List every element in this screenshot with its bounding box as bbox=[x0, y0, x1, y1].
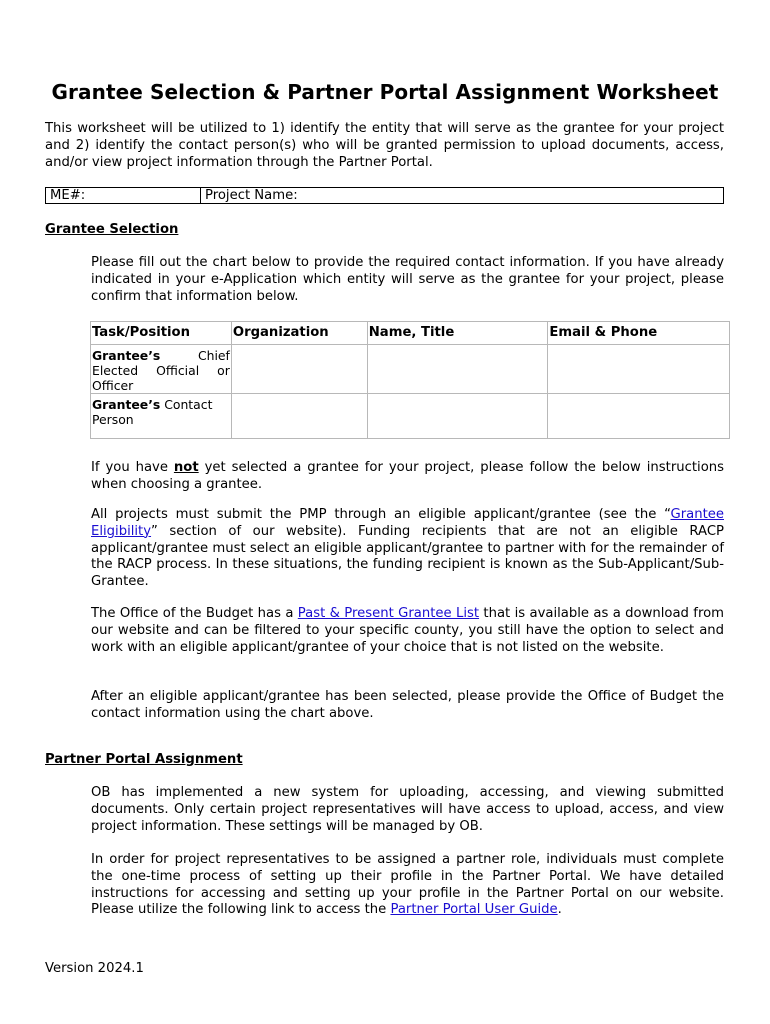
project-name-field[interactable] bbox=[201, 188, 723, 203]
column-header: Name, Title bbox=[367, 322, 548, 345]
table-row bbox=[91, 394, 730, 439]
grantee-list-link[interactable]: Past & Present Grantee List bbox=[297, 606, 480, 621]
grantee-list-paragraph bbox=[91, 606, 724, 656]
organization-cell[interactable] bbox=[231, 345, 367, 394]
text-segment: ” section of our website). Funding recipients that are not an eligible RACP applicant/grantee must select an eligible applicant/grantee to partner with for the remainder of the RACP process. In these situations, the funding recipient is known as the Sub-Applicant/Sub-Grantee. bbox=[91, 523, 724, 590]
column-header: Organization bbox=[231, 322, 367, 345]
contact-table bbox=[90, 321, 730, 439]
task-cell bbox=[91, 345, 232, 394]
grantee-eligibility-link[interactable]: Grantee Eligibility bbox=[91, 507, 724, 539]
name-title-cell[interactable] bbox=[367, 394, 548, 439]
email-phone-cell[interactable] bbox=[548, 394, 730, 439]
text-segment: yet selected a grantee for your project, please follow the below instructions when choosing a grantee. bbox=[91, 460, 724, 492]
table-row bbox=[91, 345, 730, 394]
version-footer: Version 2024.1 bbox=[45, 961, 144, 976]
text-segment: The Office of the Budget has a bbox=[91, 606, 298, 621]
task-cell bbox=[91, 394, 232, 439]
after-selection-paragraph: After an eligible applicant/grantee has been selected, please provide the Office of Budget the contact information using the chart above. bbox=[91, 689, 724, 721]
portal-system-paragraph: OB has implemented a new system for uploading, accessing, and viewing submitted documents. Only certain project representatives will have access to upload, access, and view project information. These settings will be managed by OB. bbox=[91, 785, 724, 834]
text-segment: . bbox=[557, 902, 562, 918]
partner-portal-heading: Partner Portal Assignment bbox=[45, 752, 243, 767]
task-text: Chief Elected Official or Officer bbox=[92, 348, 230, 393]
not-selected-paragraph bbox=[91, 460, 724, 494]
email-phone-cell[interactable] bbox=[548, 345, 730, 394]
project-name-label: Project Name: bbox=[205, 188, 298, 203]
grantee-instructions: Please fill out the chart below to provide the required contact information. If you have already indicated in your e-Application which entity will serve as the grantee for your project, please confirm that information below. bbox=[91, 255, 724, 304]
column-header: Task/Position bbox=[91, 322, 232, 345]
text-segment: In order for project representatives to be assigned a partner role, individuals must complete the one-time process of setting up their profile in the Partner Portal. We have detailed instructions for accessing and setting up your profile in the Partner Portal on our website. Please utilize the following link to access the bbox=[91, 852, 724, 918]
me-number-label: ME#: bbox=[50, 188, 86, 203]
pmp-paragraph bbox=[91, 507, 724, 591]
portal-profile-paragraph bbox=[91, 852, 724, 919]
task-text: Contact Person bbox=[92, 397, 213, 427]
emphasis-not: not bbox=[173, 460, 199, 475]
text-segment: All projects must submit the PMP through an eligible applicant/grantee (see the “ bbox=[91, 507, 671, 522]
id-row-table bbox=[45, 187, 724, 204]
intro-paragraph: This worksheet will be utilized to 1) identify the entity that will serve as the grantee for your project and 2) identify the contact person(s) who will be granted permission to upload documents, access, and/or view project information through the Partner Portal. bbox=[45, 121, 724, 170]
partner-portal-guide-link[interactable]: Partner Portal User Guide bbox=[390, 902, 558, 918]
page-title: Grantee Selection & Partner Portal Assignment Worksheet bbox=[51, 80, 719, 104]
text-segment: that is available as a download from our website and can be filtered to your specific county, you still have the option to select and work with an eligible applicant/grantee of your choice that is not listed on the website. bbox=[91, 606, 724, 655]
organization-cell[interactable] bbox=[231, 394, 367, 439]
me-number-field[interactable] bbox=[46, 188, 201, 203]
task-bold: Grantee’s bbox=[92, 348, 161, 363]
name-title-cell[interactable] bbox=[367, 345, 548, 394]
column-header: Email & Phone bbox=[548, 322, 730, 345]
table-header-row bbox=[91, 322, 730, 345]
task-bold: Grantee’s bbox=[92, 397, 161, 412]
text-segment: If you have bbox=[91, 460, 174, 475]
grantee-selection-heading: Grantee Selection bbox=[45, 222, 179, 237]
